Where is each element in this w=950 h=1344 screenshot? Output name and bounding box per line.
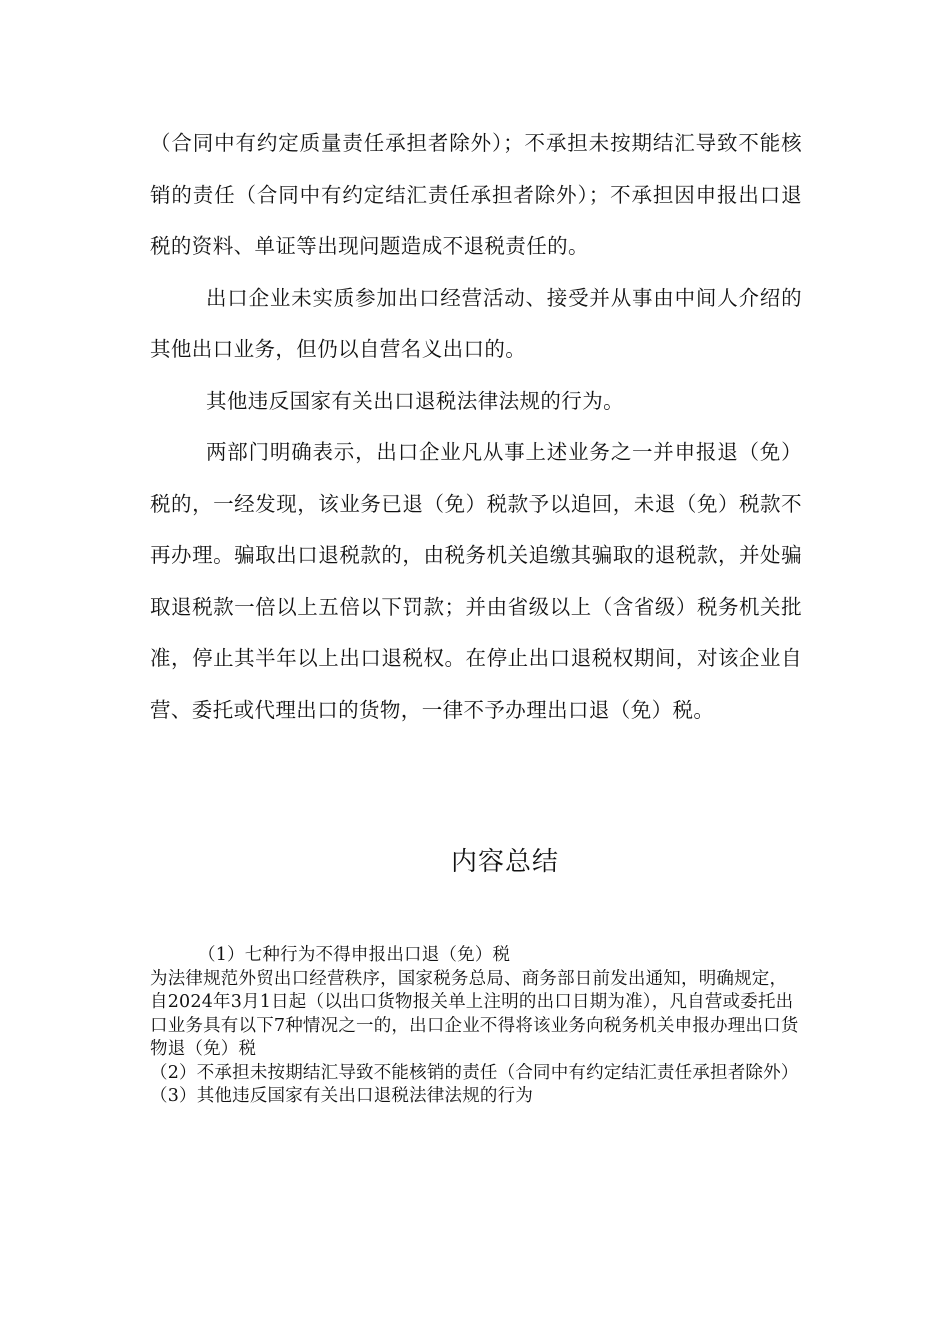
summary-item-1-body: 为法律规范外贸出口经营秩序，国家税务总局、商务部日前发出通知，明确规定，自2024年3月1日起（以出口货物报关单上注明的出口日期为准），凡自营或委托出口业务具有以下7种情况之一的，出口企业不得将该业务向税务机关申报办理出口货物退（免）税 bbox=[150, 968, 799, 1059]
paragraph-penalties: 两部门明确表示，出口企业凡从事上述业务之一并申报退（免）税的，一经发现，该业务已退（免）税款予以追回，未退（免）税款不再办理。骗取出口退税款的，由税务机关追缴其骗取的退税款，并处骗取退税款一倍以上五倍以下罚款；并由省级以上（含省级）税务机关批准，停止其半年以上出口退税权。在停止出口退税权期间，对该企业自营、委托或代理出口的货物，一律不予办理出口退（免）税。 bbox=[150, 440, 802, 722]
summary-item-1-heading: （1）七种行为不得申报出口退（免）税 bbox=[198, 945, 511, 965]
summary-item-3: （3）其他违反国家有关出口退税法律法规的行为 bbox=[150, 1086, 534, 1106]
summary-item-2: （2）不承担未按期结汇导致不能核销的责任（合同中有约定结汇责任承担者除外） bbox=[150, 1062, 799, 1083]
summary-section bbox=[150, 944, 802, 1109]
paragraph-continued: （合同中有约定质量责任承担者除外）；不承担未按期结汇导致不能核销的责任（合同中有约定结汇责任承担者除外）；不承担因申报出口退税的资料、单证等出现问题造成不退税责任的。 bbox=[150, 131, 802, 258]
document-body bbox=[150, 118, 802, 736]
paragraph-intermediary-export: 出口企业未实质参加出口经营活动、接受并从事由中间人介绍的其他出口业务，但仍以自营名义出口的。 bbox=[150, 285, 802, 361]
paragraph-other-violations: 其他违反国家有关出口退税法律法规的行为。 bbox=[206, 388, 624, 413]
summary-title: 内容总结 bbox=[450, 847, 559, 877]
